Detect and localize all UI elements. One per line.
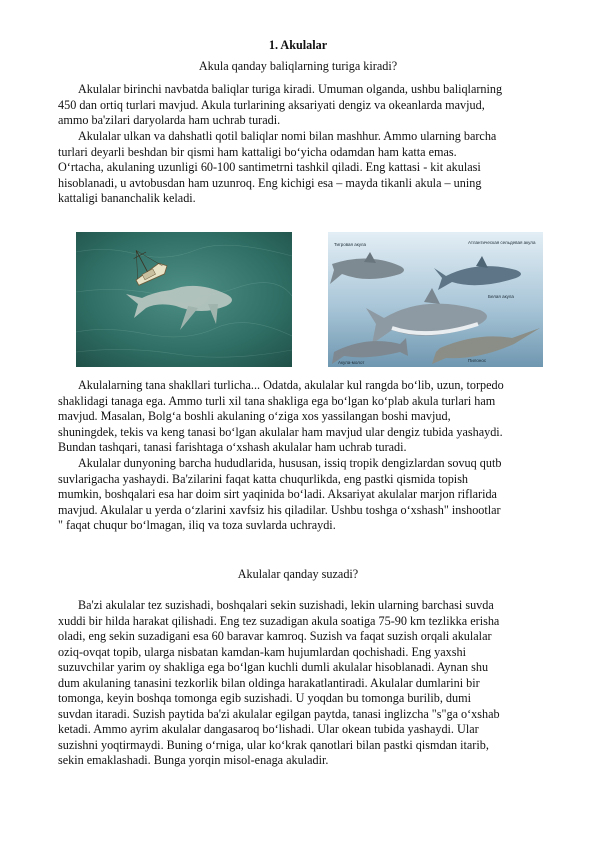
- text-line: ammo ba'zilari daryolarda ham uchrab turadi.: [58, 113, 281, 127]
- text-line: 450 dan ortiq turlari mavjud. Akula turlarining aksariyati dengiz va okeanlarda mavjud,: [58, 97, 485, 112]
- text-line: sekin emaklashadi. Bunga yorqin misol-enaga akuladir.: [58, 753, 329, 767]
- text-line: suzuvchilar yarim oy shakliga ega bo‘lgan kuchli dumli akulalar hisoblanadi. Aynan shu: [58, 660, 489, 674]
- photo-shark-and-boat: [76, 232, 292, 367]
- label-sawfish: Пилонос: [468, 358, 487, 363]
- paragraph-4: [58, 456, 570, 534]
- text-line: suvdan itaradi. Suzish paytida ba'zi akulalar egilgan paytda, tanasi inglizcha "s"ga o‘xshab: [58, 706, 500, 721]
- text-line: shuningdek, tekis va keng tanasi bo‘lgan akulalar ham mavjud ular dengiz tubida yashaydi.: [58, 424, 503, 439]
- paragraph-3: [58, 378, 570, 456]
- text-line: O‘rtacha, akulaning uzunligi 60-100 santimetrni tashkil qiladi. Eng kattasi - kit akulasi: [58, 160, 481, 174]
- text-line: Akulalarning tana shakllari turlicha... Odatda, akulalar kul rangda bo‘lib, uzun, torpedo: [78, 378, 504, 392]
- text-line: dum akulaning tanasini tezkorlik bilan oldinga harakatlantiradi. Akulalar dumlarini bir: [58, 675, 480, 690]
- text-line: ketadi. Ammo ayrim akulalar dangasaroq bo‘lishadi. Ular okean tubida yashaydi. Ular: [58, 722, 479, 736]
- text-line: Bundan tashqari, tanasi farishtaga o‘xshash akulalar ham uchrab turadi.: [58, 440, 407, 454]
- question-heading-1: Akula qanday baliqlarning turiga kiradi?: [198, 59, 398, 73]
- text-line: hisoblanadi, u avtobusdan ham uzunroq. Eng kichigi esa – mayda tikanli akula – uning: [58, 175, 482, 190]
- illustration-shark-species: [328, 232, 543, 367]
- section-heading: 1. Akulalar: [268, 38, 328, 52]
- text-line: shaklidagi tanaga ega. Ammo turli xil tana shakliga ega bo‘lgan ko‘plab akula turlari ham: [58, 393, 496, 408]
- text-line: mavjud. Masalan, Bolg‘a boshli akulaning o‘ziga xos yassilangan boshi mavjud,: [58, 409, 451, 423]
- text-line: oladi, eng sekin suzadigani esa 60 baravar kamroq. Suzish va faqat suzish orqali akulalar: [58, 629, 492, 643]
- question-heading-2: Akulalar qanday suzadi?: [237, 567, 359, 581]
- text-line: kattaligi bananchalik keladi.: [58, 191, 196, 205]
- text-line: suzishni yoqtirmaydi. Buning o‘rniga, ular ko‘krak qanotlari bilan pastki qismdan itarib,: [58, 737, 489, 752]
- label-white-shark: Белая акула: [488, 294, 514, 299]
- label-hammerhead: Акула-молот: [338, 360, 365, 365]
- label-porbeagle: Атлантическая сельдевая акула: [468, 240, 536, 245]
- text-line: xuddi bir hilda harakat qilishadi. Eng tez suzadigan akula soatiga 75-90 km tezlikka erisha: [58, 613, 500, 628]
- paragraph-2: [58, 129, 570, 207]
- shark-boat-illustration: [76, 232, 292, 367]
- paragraph-1: [58, 82, 570, 129]
- text-line: mavjud. Akulalar u yerda o‘zlarini xavfsiz his qiladilar. Ushbu toshga o‘xshash" inshootlar: [58, 502, 501, 517]
- text-line: Akulalar dunyoning barcha hududlarida, hususan, issiq tropik dengizlardan sovuq qutb: [78, 456, 502, 470]
- shark-species-illustration: [328, 232, 543, 367]
- label-tiger-shark: Тигровая акула: [334, 242, 367, 247]
- text-line: " faqat chuqur bo‘lmagan, iliq va toza suvlarda uchraydi.: [58, 518, 336, 532]
- text-line: turlari deyarli beshdan bir qismi ham kattaligi bo‘yicha odamdan ham katta emas.: [58, 144, 457, 159]
- paragraph-5: [58, 598, 570, 769]
- text-line: mumkin, boshqalari esa har doim sirt yaqinida bo‘ladi. Aksariyat akulalar marjon riflarida: [58, 487, 497, 501]
- text-line: Ba'zi akulalar tez suzishadi, boshqalari sekin suzishadi, lekin ularning barchasi suvda: [78, 598, 494, 612]
- text-line: Akulalar birinchi navbatda baliqlar turiga kiradi. Umuman olganda, ushbu baliqlarning: [78, 82, 503, 96]
- text-line: oziq-ovqat topib, ularga nisbatan kamdan-kam hujumlardan qochishadi. Eng yaxshi: [58, 644, 466, 659]
- text-line: Akulalar ulkan va dahshatli qotil baliqlar nomi bilan mashhur. Ammo ularning barcha: [78, 129, 497, 143]
- text-line: suvlarigacha yashaydi. Ba'zilarini faqat katta chuqurlikda, eng pastki qismida topish: [58, 471, 469, 486]
- text-line: tomonga, keyin boshqa tomonga egib suzishadi. U yoqdan bu tomonga burilib, dumi: [58, 691, 471, 705]
